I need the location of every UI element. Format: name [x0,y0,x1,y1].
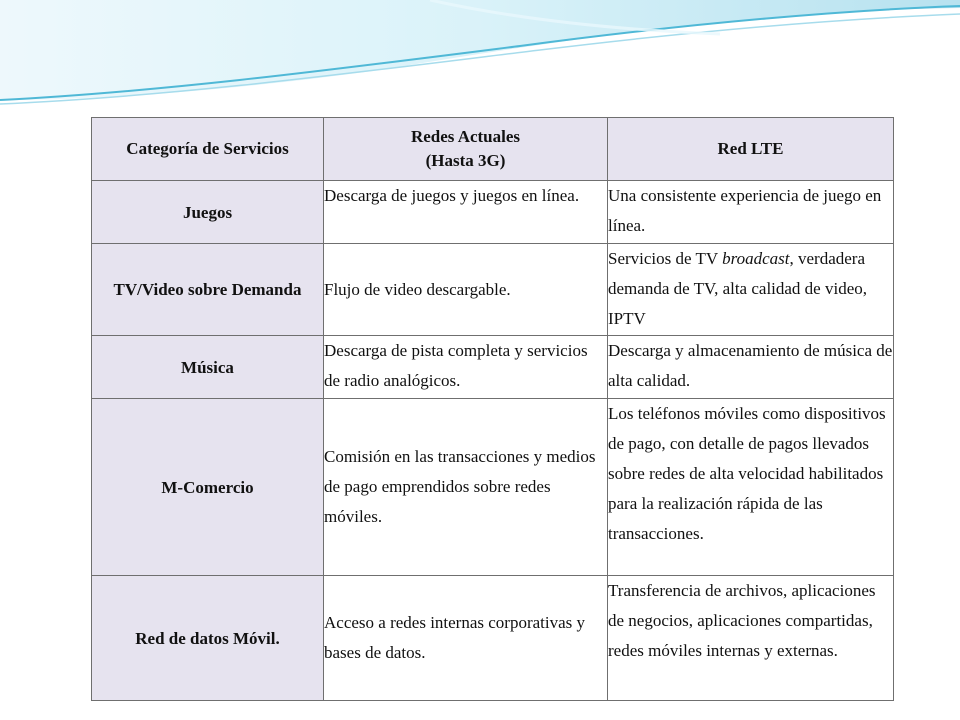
table-row [92,244,894,336]
table-row [92,399,894,576]
lte-cell [608,244,894,336]
category-cell: TV/Video sobre Demanda [92,244,324,336]
lte-text-before: Servicios de TV [608,249,723,268]
header-lte: Red LTE [608,118,894,181]
category-cell: Red de datos Móvil. [92,576,324,701]
decorative-wave-header [0,0,960,110]
lte-cell: Los teléfonos móviles como dispositivos de pago, con detalle de pagos llevados sobre redes de alta velocidad habilitados para la realización rápida de las transacciones. [608,399,894,576]
lte-text-after: , verdadera demanda de TV, alta calidad de video, IPTV [608,249,868,328]
lte-cell: Descarga y almacenamiento de música de alta calidad. [608,336,894,399]
current-network-cell: Descarga de pista completa y servicios de radio analógicos. [324,336,608,399]
category-cell: M-Comercio [92,399,324,576]
current-network-cell: Descarga de juegos y juegos en línea. [324,181,608,244]
category-cell: Música [92,336,324,399]
current-network-cell: Comisión en las transacciones y medios de pago emprendidos sobre redes móviles. [324,399,608,576]
header-current-line1: Redes Actuales [410,127,521,146]
table-row [92,576,894,701]
current-network-cell: Flujo de video descargable. [324,244,608,336]
table-row [92,336,894,399]
table-row [92,181,894,244]
lte-cell: Una consistente experiencia de juego en línea. [608,181,894,244]
lte-cell: Transferencia de archivos, aplicaciones de negocios, aplicaciones compartidas, redes móviles internas y externas. [608,576,894,701]
category-cell: Juegos [92,181,324,244]
services-comparison-table [91,117,894,701]
header-category: Categoría de Servicios [92,118,324,181]
lte-text-italic: broadcast [722,249,790,268]
header-current-line2: (Hasta 3G) [425,151,506,170]
header-current-networks [324,118,608,181]
table-header-row [92,118,894,181]
current-network-cell: Acceso a redes internas corporativas y bases de datos. [324,576,608,701]
